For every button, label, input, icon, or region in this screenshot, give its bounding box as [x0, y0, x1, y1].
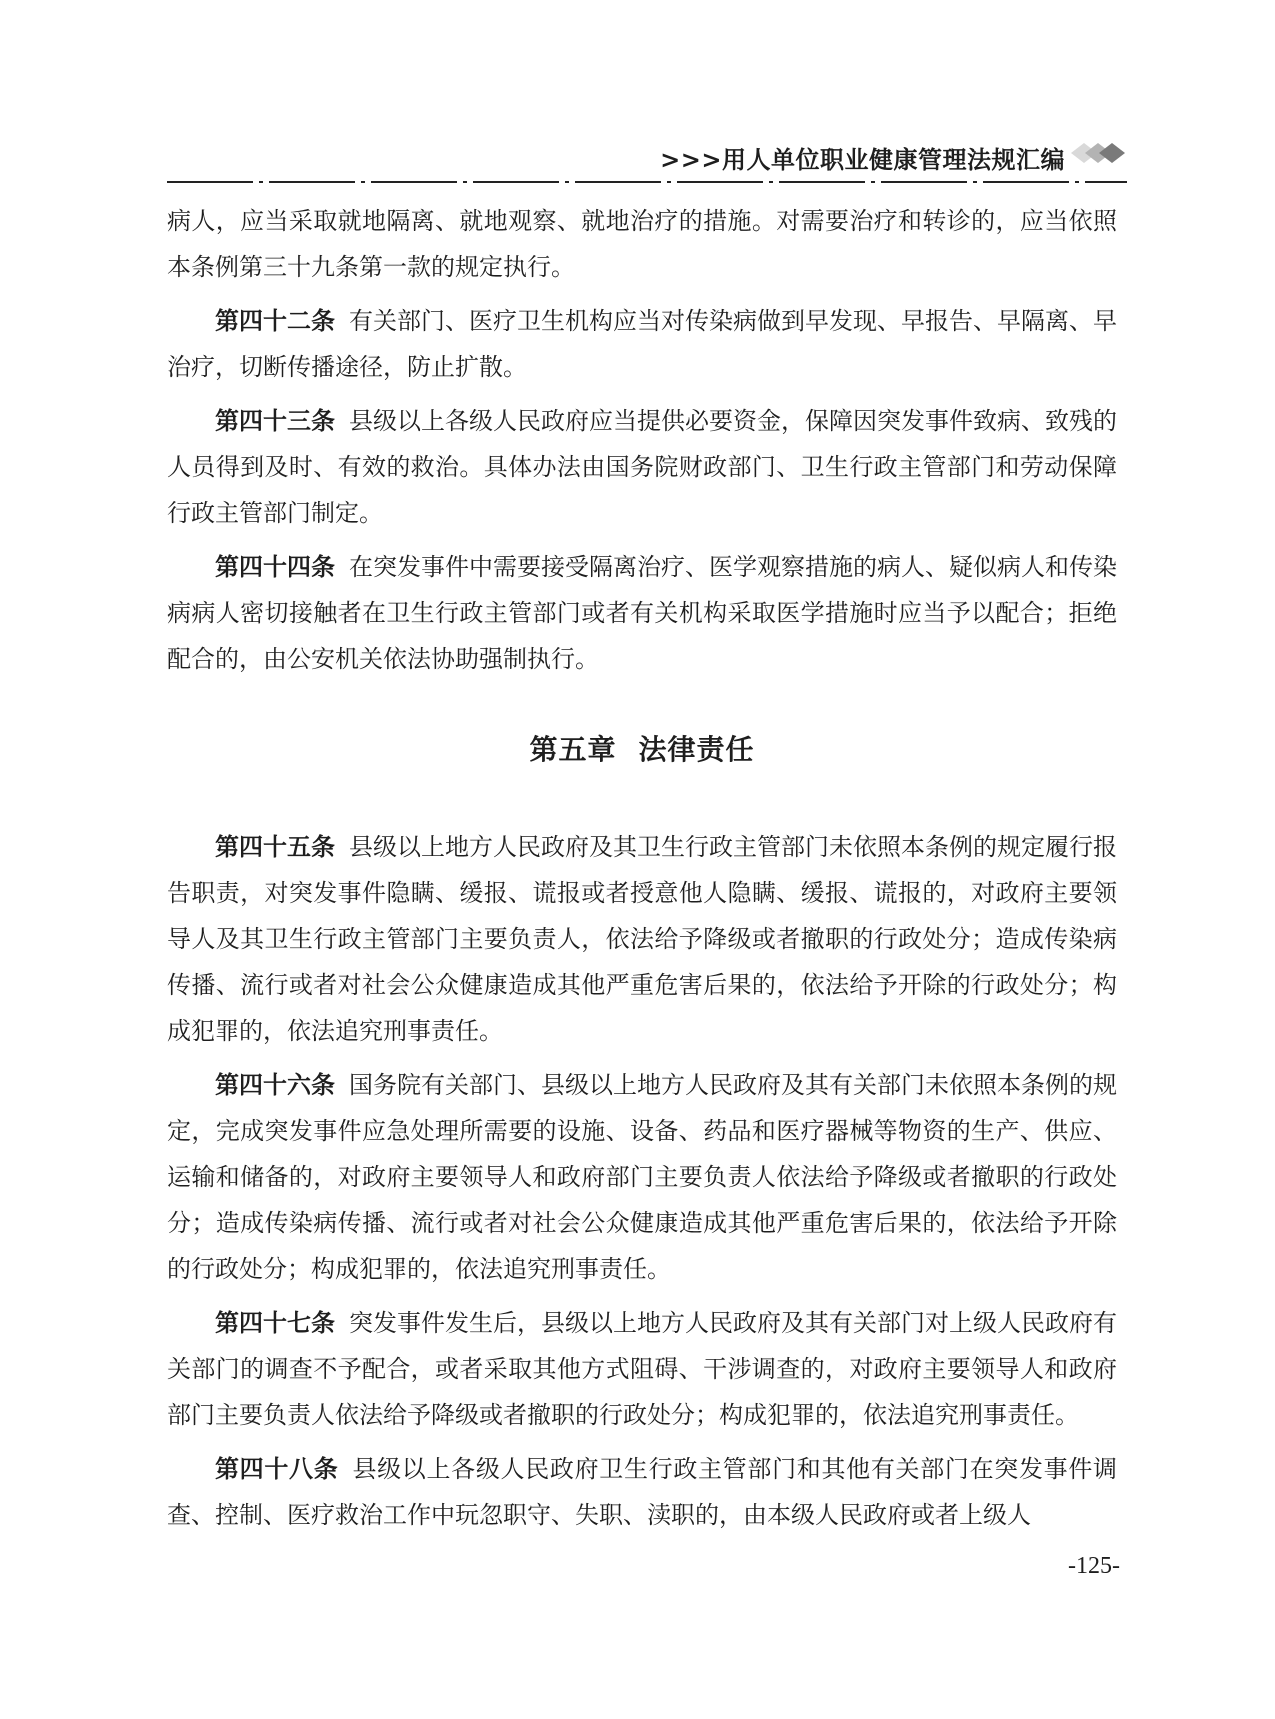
- book-title: >>>用人单位职业健康管理法规汇编: [660, 145, 1065, 174]
- chapter-title: 法律责任: [638, 733, 755, 766]
- article-text: 县级以上各级人民政府应当提供必要资金，保障因突发事件致病、致残的人员得到及时、有效的救治。具体办法由国务院财政部门、卫生行政主管部门和劳动保障行政主管部门制定。: [167, 407, 1117, 527]
- article-43: [167, 398, 1117, 536]
- diamond-ornament-icon: [1069, 140, 1127, 166]
- article-label: 第四十七条: [215, 1308, 335, 1337]
- header-divider: [167, 179, 1127, 185]
- article-text: 突发事件发生后，县级以上地方人民政府及其有关部门对上级人民政府有关部门的调查不予配合，或者采取其他方式阻碍、干涉调查的，对政府主要领导人和政府部门主要负责人依法给予降级或者撤职的行政处分；构成犯罪的，依法追究刑事责任。: [167, 1309, 1117, 1429]
- page-body: [167, 198, 1117, 1546]
- article-text: 县级以上各级人民政府卫生行政主管部门和其他有关部门在突发事件调查、控制、医疗救治工作中玩忽职守、失职、渎职的，由本级人民政府或者上级人: [167, 1455, 1118, 1529]
- article-text: 有关部门、医疗卫生机构应当对传染病做到早发现、早报告、早隔离、早治疗，切断传播途径，防止扩散。: [167, 307, 1117, 381]
- article-text: 县级以上地方人民政府及其卫生行政主管部门未依照本条例的规定履行报告职责，对突发事件隐瞒、缓报、谎报或者授意他人隐瞒、缓报、谎报的，对政府主要领导人及其卫生行政主管部门主要负责人，依法给予降级或者撤职的行政处分；造成传染病传播、流行或者对社会公众健康造成其他严重危害后果的，依法给予开除的行政处分；构成犯罪的，依法追究刑事责任。: [167, 833, 1117, 1045]
- chapter-number: 第五章: [529, 733, 617, 766]
- article-text: 在突发事件中需要接受隔离治疗、医学观察措施的病人、疑似病人和传染病病人密切接触者在卫生行政主管部门或者有关机构采取医学措施时应当予以配合；拒绝配合的，由公安机关依法协助强制执行。: [167, 553, 1117, 673]
- article-48: [167, 1446, 1117, 1538]
- article-label: 第四十五条: [215, 832, 335, 861]
- article-label: 第四十四条: [215, 552, 335, 581]
- continued-paragraph: 病人，应当采取就地隔离、就地观察、就地治疗的措施。对需要治疗和转诊的，应当依照本条例第三十九条第一款的规定执行。: [167, 207, 1117, 281]
- article-label: 第四十二条: [215, 306, 335, 335]
- article-label: 第四十八条: [215, 1454, 339, 1483]
- running-header: [167, 132, 1127, 182]
- article-47: [167, 1300, 1117, 1438]
- article-46: [167, 1062, 1117, 1292]
- article-label: 第四十六条: [215, 1070, 335, 1099]
- article-42: [167, 298, 1117, 390]
- page-number: -125-: [1068, 1553, 1120, 1579]
- article-label: 第四十三条: [215, 406, 335, 435]
- article-45: [167, 824, 1117, 1054]
- article-44: [167, 544, 1117, 682]
- article-text: 国务院有关部门、县级以上地方人民政府及其有关部门未依照本条例的规定，完成突发事件应急处理所需要的设施、设备、药品和医疗器械等物资的生产、供应、运输和储备的，对政府主要领导人和政府部门主要负责人依法给予降级或者撤职的行政处分；造成传染病传播、流行或者对社会公众健康造成其他严重危害后果的，依法给予开除的行政处分；构成犯罪的，依法追究刑事责任。: [167, 1071, 1117, 1283]
- chapter-heading: [167, 730, 1117, 770]
